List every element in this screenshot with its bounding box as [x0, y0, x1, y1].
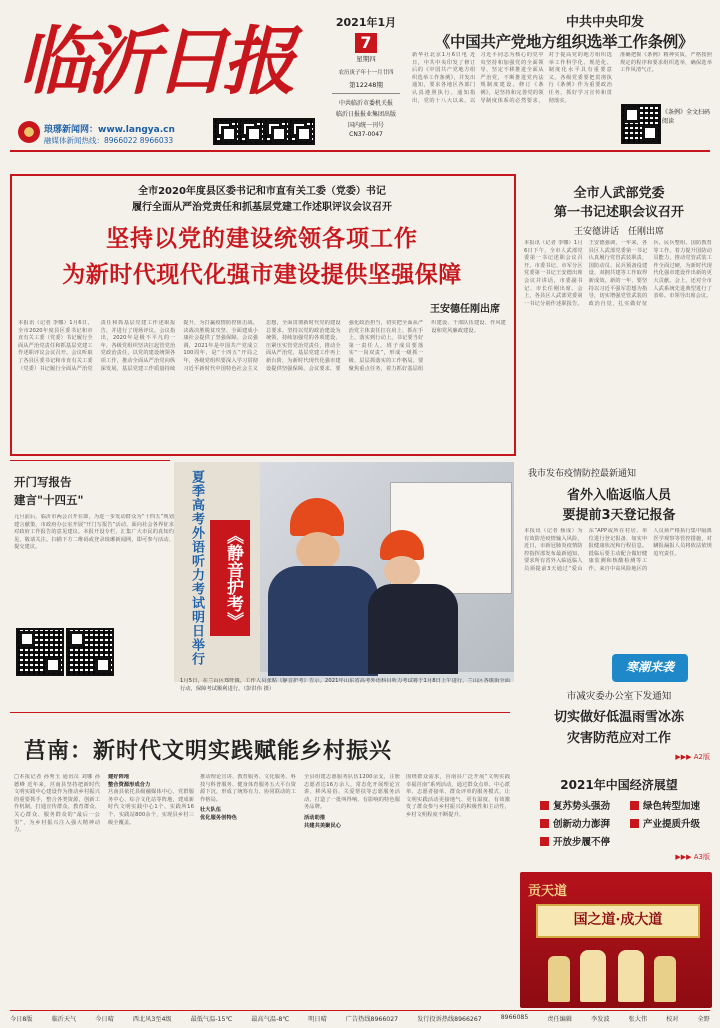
left-headline-2[interactable]: 建言"十四五": [14, 493, 84, 507]
footer-item: 最高气温-8℃: [251, 1016, 290, 1023]
economy-item-5[interactable]: 开放步履不停: [540, 834, 610, 848]
date-year-month: 2021年1月: [335, 16, 397, 29]
sub-heading-1b: 整合资源形成合力: [108, 781, 151, 788]
sub-heading-3b: 共建共美聚民心: [304, 822, 342, 829]
photo-scene: [260, 462, 514, 672]
footer-item: 责任编辑: [547, 1016, 573, 1023]
bullet-icon: [540, 819, 549, 828]
website-label[interactable]: 琅琊新闻网：www.langya.cn: [44, 125, 175, 135]
sub-heading-2: 壮大队伍: [200, 807, 222, 814]
worker-1-helmet: [290, 498, 344, 536]
bottom-lead-body-1: □本报记者 孙秀玉 通讯员 刘娜 孙德峰 近年来，莒南县坚持把新时代文明实践中心建设作为推动乡村振兴的重要抓手，整合各类资源，创新工作机制，打通宣传群众、教育群众、关心群众、服务群众的“最后一公里”，为乡村振兴注入强大精神动力。 建好阵地 整合资源形成合力 莒南县依托县级融媒体中心、党群服务中心、综合文化站等阵地，建成新时代文明实践中心1个、实践所16个、实践站800余个，实现县乡村三级全覆盖。: [14, 774, 194, 834]
footer-item: 临沂天气: [51, 1016, 77, 1023]
photo-vertical-title: 夏季高考外语听力考试明日举行: [189, 470, 204, 666]
footer-item: 西北风3至4级: [132, 1016, 172, 1023]
right1-body: 本报讯（记者 李娜）1月6日下午，全市人武部党委第一书记述职会议召开。市委书记、市军分区党委第一书记王安德出席会议并讲话，市委副书记、市长任刚出席。会上，各县区人武部党委第一书记分别作述职报告。王安德强调，一年来，各县区人武部党委第一书记认真履行党管武装职责，国防动员、民兵预备役建设、双拥共建等工作取得新成效。新的一年，要坚持以习近平强军思想为指导，切实增强党管武装的政治自觉，扎实做好征兵、民兵整组、国防教育等工作，着力提升国防动员能力，推动党管武装工作全面过硬，为新时代现代化强市建设作出新的更大贡献。会上，还对全市人武系统先进典型进行了表彰。市领导出席会议。: [524, 240, 712, 307]
economy-item-2[interactable]: 绿色转型加速: [630, 798, 700, 812]
worker-1-body: [268, 566, 378, 676]
right3-kicker: 市减灾委办公室下发通知: [566, 691, 672, 702]
bottom-lead-body-3: 围绕群众需求，莒南县广泛开展“文明实践 幸福莒南”系列活动，通过群众点单、中心派单、志愿者接单、群众评单的服务模式，让文明实践活动更接地气、更有温度，有效激发了群众参与乡村振兴的积极性和主动性，乡村文明程度不断提升。: [406, 774, 510, 818]
right1-headline-2[interactable]: 第一书记述职会议召开: [553, 205, 684, 220]
lead-kicker-1: 全市2020年度县区委书记和市直有关工委（党委）书记: [138, 186, 386, 197]
right3-headline-1[interactable]: 切实做好低温雨雪冰冻: [553, 710, 684, 725]
newspaper-logo: 临沂日报: [18, 19, 290, 105]
economy-item-3[interactable]: 创新动力澎湃: [540, 816, 610, 830]
bullet-icon: [630, 819, 639, 828]
footer-item: 今日晴: [95, 1016, 114, 1023]
ad-bottles: [540, 946, 690, 1002]
issue-number: 第12248期: [349, 81, 383, 89]
date-block: [326, 14, 406, 138]
footer-item: 发行投诉热线8966267: [417, 1016, 482, 1023]
lead-body: 本报讯（记者 李娜）1月6日，全市2020年度县区委书记和市直有关工委（党委）书记履行全面从严治党责任和抓基层党建工作述职评议会议召开。会议听取了各县区委书记和市直有关工委（党委）书记履行全面从严治党责任和抓基层党建工作述职报告，并进行了现场评议。会议指出，2020年是极不平凡的一年，各级党组织坚决扛起管党治党政治责任，以党的建设统领各项工作，推动全面从严治党向纵深发展，基层党建工作质量持续提升，为打赢疫情防控阻击战、决战决胜脱贫攻坚、全面建成小康社会提供了坚强保障。会议强调，2021年是中国共产党成立100周年，是“十四五”开局之年，各级党组织要深入学习贯彻习近平新时代中国特色社会主义思想，全面贯彻新时代党的建设总要求，坚持以党的政治建设为统领，持续加强党的各项建设，压紧压实管党治党责任，推动全面从严治党、基层党建工作再上新台阶，为新时代现代化强市建设提供坚强保障。会议要求，要强化政治担当，切实把全面从严治党主体责任扛在肩上、抓在手上、落实到行动上，书记要当好第一责任人，班子成员要落实“一岗双责”，形成一级抓一级、层层抓落实的工作格局。要聚焦重点任务，着力抓好基层组织建设、干部队伍建设、作风建设和党风廉政建设。: [18, 320, 506, 372]
worker-1-face: [296, 532, 340, 570]
footer-item: 校对: [666, 1016, 679, 1023]
right3-ref[interactable]: ▶▶▶ A2版: [675, 753, 710, 761]
ad-slogan: 国之道·成大道: [573, 912, 663, 928]
worker-2-body: [368, 584, 458, 674]
qr-code-4: [288, 118, 315, 145]
left-qr-code-1: [16, 628, 64, 676]
worker-2-face: [384, 556, 420, 586]
footer-item: 广告热线8966027: [345, 1016, 399, 1023]
top-story-title[interactable]: 《中国共产党地方组织选举工作条例》: [434, 33, 694, 51]
top-story-qr: [621, 104, 661, 144]
economy-title[interactable]: 2021年中国经济展望: [560, 778, 678, 792]
footer-item: 李发波: [591, 1016, 610, 1023]
footer-item: 张大伟: [628, 1016, 648, 1023]
lead-kicker-2: 履行全面从严治党责任和抓基层党建工作述职评议会议召开: [132, 202, 392, 213]
footer-item: 今日8版: [10, 1016, 33, 1023]
left-headline-1[interactable]: 开门写报告: [14, 475, 72, 489]
publisher-1: 中共临沂市委机关报: [338, 100, 393, 107]
sub-heading-2b: 优化服务创特色: [200, 814, 238, 821]
right3-headline-2[interactable]: 灾害防范应对工作: [566, 731, 671, 746]
economy-item-1[interactable]: 复苏势头强劲: [540, 798, 610, 812]
emblem-icon: [18, 121, 40, 143]
date-weekday: 星期四: [356, 55, 376, 63]
lead-headline-1[interactable]: 坚持以党的建设统领各项工作: [106, 226, 418, 252]
bottom-lead-body-2: 推动理论宣讲、教育服务、文化服务、科技与科普服务、健身体育服务五大平台资源下沉，形成了统筹有力、协同联动的工作格局。 壮大队伍 优化服务创特色 全县组建志愿服务队伍1200余支，注册志愿者达16万余人，常态化开展理论宣讲、移风易俗、关爱帮扶等志愿服务活动，打造了一批叫得响、有影响的特色服务品牌。 活动助推 共建共美聚民心: [200, 774, 400, 829]
footer-item: 明日晴: [308, 1016, 327, 1023]
qr-code-1: [213, 118, 240, 145]
economy-item-4[interactable]: 产业提质升级: [630, 816, 700, 830]
footer-bar: [10, 1014, 710, 1023]
lunar-date: 农历庚子年十一月廿四: [338, 70, 394, 76]
bullet-icon: [630, 801, 639, 810]
economy-ref[interactable]: ▶▶▶ A3版: [675, 853, 710, 861]
left-qr-code-2: [66, 628, 114, 676]
right2-kicker: 我市发布疫情防控最新通知: [528, 469, 637, 479]
photo-seal-text: 《静音护考》: [223, 527, 243, 629]
top-story-kicker: 中共中央印发: [565, 15, 644, 30]
bullet-icon: [540, 837, 549, 846]
right1-byline: 王安德讲话 任刚出席: [573, 227, 664, 237]
ad-brand: 贡天道: [528, 884, 568, 899]
right2-headline-2[interactable]: 要提前3天登记报备: [562, 508, 676, 523]
qr-code-3: [263, 118, 290, 145]
cn-number: CN37-0047: [349, 131, 383, 138]
lead-byline: 王安德任刚出席: [430, 304, 500, 315]
footer-item: 全野: [697, 1016, 710, 1023]
sub-heading-1: 建好阵地: [108, 774, 130, 780]
sub-heading-3: 活动助推: [304, 814, 326, 821]
publisher-2: 临沂日报报业集团出版: [335, 111, 396, 118]
left-body: 元旦前后，临沂市两会召开在即，为进一步发动群众为“十四五”规划建言献策，市政府办公室开展“开门写报告”活动，面向社会各界征求对政府工作报告的意见建议。本报开设专栏，汇集广大市民的真知灼见，敬请关注。扫描下方二维码或登录琅琊新闻网，即可参与活动、提交建议。: [14, 514, 174, 551]
qr-code-2: [238, 118, 265, 145]
publisher-3: 国内统一刊号: [347, 122, 384, 129]
qr-caption: 《条例》全文扫码阅读: [662, 109, 711, 125]
right2-headline-1[interactable]: 省外入临返临人员: [566, 488, 671, 503]
photo-caption: 1月5日，在兰山区郑旺镇，工作人员张贴《静音护考》告示。2021年山东省高考外语科目听力考试将于1月8日上午进行，兰山区各镇街全面行动，保障考试顺利进行。（彭洪伟 摄）: [180, 678, 510, 692]
right2-body: 本报讯（记者 杨成）为有效防范疫情输入风险，近日，市新冠肺炎疫情防控指挥部发布最新通知，要求所有省外入临返临人员须提前3天通过“爱山东”APP或所在村居、单位进行登记报备，如实申报健康状况和行程信息。抵临后要主动配合做好健康监测和核酸检测等工作。来自中高风险地区的人员须严格执行集中隔离医学观察等管控措施，对瞒报漏报人员将依法依规追究责任。: [524, 528, 712, 572]
right1-headline-1[interactable]: 全市人武部党委: [573, 186, 665, 201]
top-story-body: 新华社北京1月6日电 近日，中共中央印发了修订后的《中国共产党地方组织选举工作条例》，并发出通知，要求各地区各部门认真遵照执行。通知指出，党的十八大以来，以习近平同志为核心的党中央坚持和加强党的全面领导，坚定不移推进全面从严治党，不断推进党内法规制度建设。修订《条例》，是坚持和完善党的领导制度体系的必然要求，对于提高党的地方组织选举工作科学化、规范化、制度化水平具有重要意义。各级党委要把贯彻执行《条例》作为重要政治任务，抓好学习宣传和贯彻落实。: [412, 52, 612, 104]
bottom-lead-headline[interactable]: 莒南：新时代文明实践赋能乡村振兴: [24, 739, 393, 764]
top-story-body-2: 准确把握《条例》精神实质，严格按照规定的程序和要求组织选举，确保选举工作风清气正。: [620, 52, 712, 74]
footer-item: 8966085: [500, 1014, 529, 1021]
footer-item: 最低气温-15℃: [190, 1016, 233, 1023]
date-day: 7: [355, 33, 377, 53]
bullet-icon: [540, 801, 549, 810]
cold-wave-badge-text: 寒潮来袭: [625, 660, 674, 674]
lead-headline-2[interactable]: 为新时代现代化强市建设提供坚强保障: [62, 262, 462, 288]
hotline: 融媒体新闻热线：8966022 8966033: [44, 136, 174, 145]
